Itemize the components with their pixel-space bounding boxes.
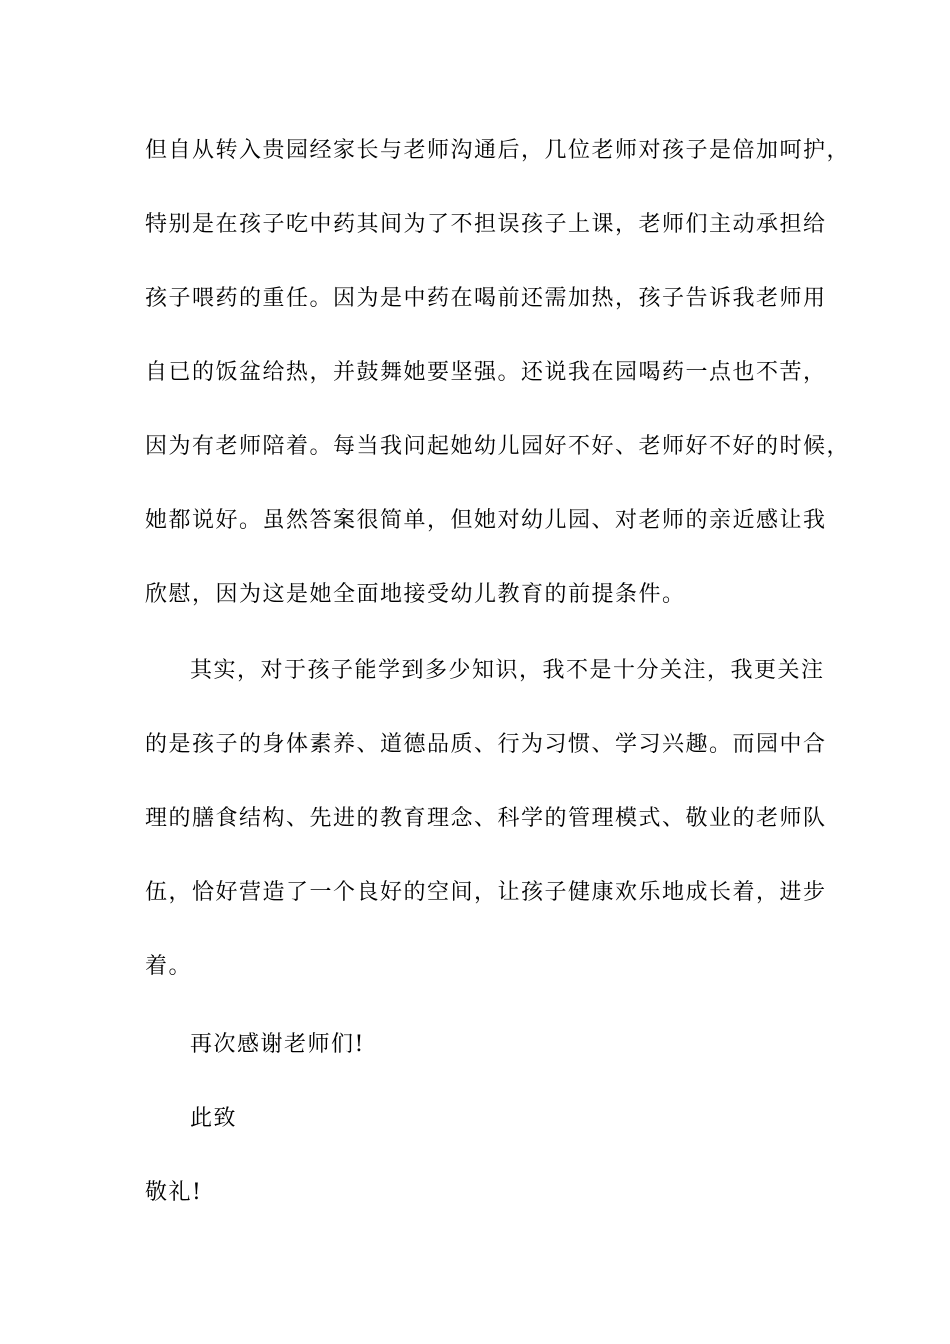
paragraph-line-1: 但自从转入贵园经家长与老师沟通后，几位老师对孩子是倍加呵护， bbox=[145, 138, 851, 163]
paragraph-line-3: 孩子喂药的重任。因为是中药在喝前还需加热，孩子告诉我老师用 bbox=[145, 286, 827, 311]
paragraph-line-2: 特别是在孩子吃中药其间为了不担误孩子上课，老师们主动承担给 bbox=[145, 212, 827, 237]
paragraph-line-10: 理的膳食结构、先进的教育理念、科学的管理模式、敬业的老师队 bbox=[145, 806, 827, 831]
paragraph-line-5: 因为有老师陪着。每当我问起她幼儿园好不好、老师好不好的时候， bbox=[145, 434, 851, 459]
paragraph-line-7: 欣慰，因为这是她全面地接受幼儿教育的前提条件。 bbox=[145, 582, 686, 607]
paragraph-line-8: 其实，对于孩子能学到多少知识，我不是十分关注，我更关注 bbox=[190, 658, 825, 683]
paragraph-line-4: 自已的饭盆给热，并鼓舞她要坚强。还说我在园喝药一点也不苦， bbox=[145, 360, 827, 385]
paragraph-line-9: 的是孩子的身体素养、道德品质、行为习惯、学习兴趣。而园中合 bbox=[145, 732, 827, 757]
closing-regards: 敬礼! bbox=[145, 1180, 203, 1205]
paragraph-line-12: 着。 bbox=[145, 954, 193, 979]
closing-thanks: 再次感谢老师们! bbox=[190, 1032, 365, 1057]
paragraph-line-11: 伍，恰好营造了一个良好的空间，让孩子健康欢乐地成长着，进步 bbox=[145, 880, 827, 905]
closing-salutation: 此致 bbox=[190, 1106, 238, 1131]
paragraph-line-6: 她都说好。虽然答案很简单，但她对幼儿园、对老师的亲近感让我 bbox=[145, 508, 827, 533]
